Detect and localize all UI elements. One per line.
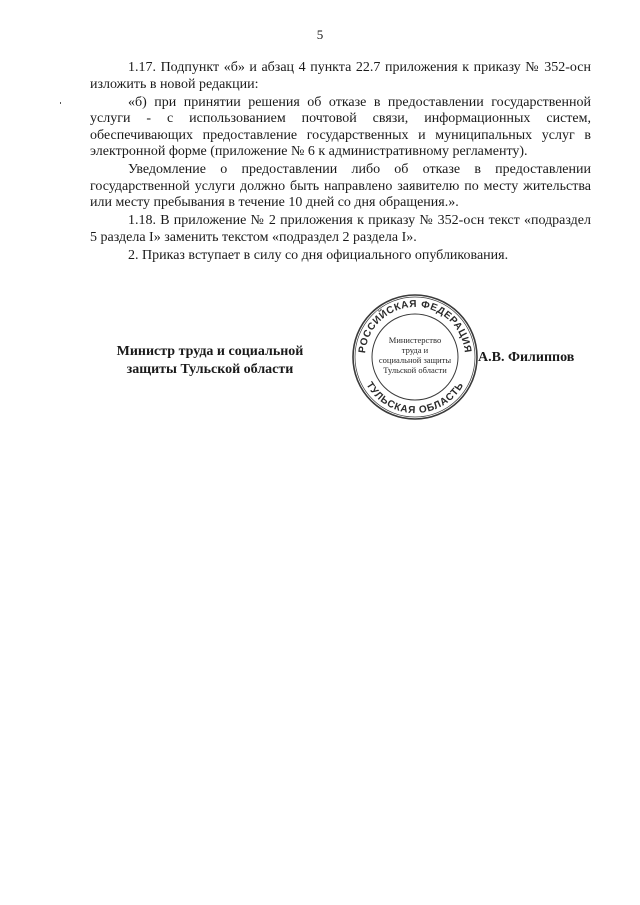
stamp-outer-top-text: РОССИЙСКАЯ ФЕДЕРАЦИЯ <box>357 298 473 354</box>
signatory-title <box>110 343 310 379</box>
paragraph-notification: Уведомление о предоставлении либо об отказе в предоставлении государственной услуги должно быть направлено заявителю по месту жительства или месту пребывания в течение 10 дней со дня обращения.». <box>90 162 591 210</box>
stamp-outer-bottom-text: ТУЛЬСКАЯ ОБЛАСТЬ <box>363 380 467 417</box>
stamp-inner-line-1: Министерство <box>388 335 442 345</box>
stamp-inner-line-4: Тульской области <box>383 365 447 375</box>
page-number: 5 <box>316 27 324 42</box>
margin-mark <box>60 102 61 104</box>
paragraph-1-17: 1.17. Подпункт «б» и абзац 4 пункта 22.7 приложения к приказу № 352-осн изложить в новой редакции: <box>90 60 591 92</box>
paragraph-1-17-b: «б) при принятии решения об отказе в предоставлении государственной услуги - с использованием почтовой связи, информационных систем, обеспечивающих предоставление государственных и муниципальных услуг в электронной форме (приложение № 6 к административному регламенту). <box>90 94 591 159</box>
signatory-title-line-1: Министр труда и социальной <box>116 344 304 359</box>
paragraph-1-18: 1.18. В приложение № 2 приложения к приказу № 352-осн текст «подраздел 5 раздела I» заменить текстом «подраздел 2 раздела I». <box>90 213 591 245</box>
stamp-inner-line-3: социальной защиты <box>378 355 452 365</box>
stamp-inner-line-2: труда и <box>401 345 429 355</box>
signatory-name: А.В. Филиппов <box>478 350 575 365</box>
official-stamp <box>351 293 479 421</box>
paragraph-2: 2. Приказ вступает в силу со дня официального опубликования. <box>128 247 509 263</box>
signatory-title-line-2: защиты Тульской области <box>126 362 294 377</box>
document-body <box>90 60 591 266</box>
